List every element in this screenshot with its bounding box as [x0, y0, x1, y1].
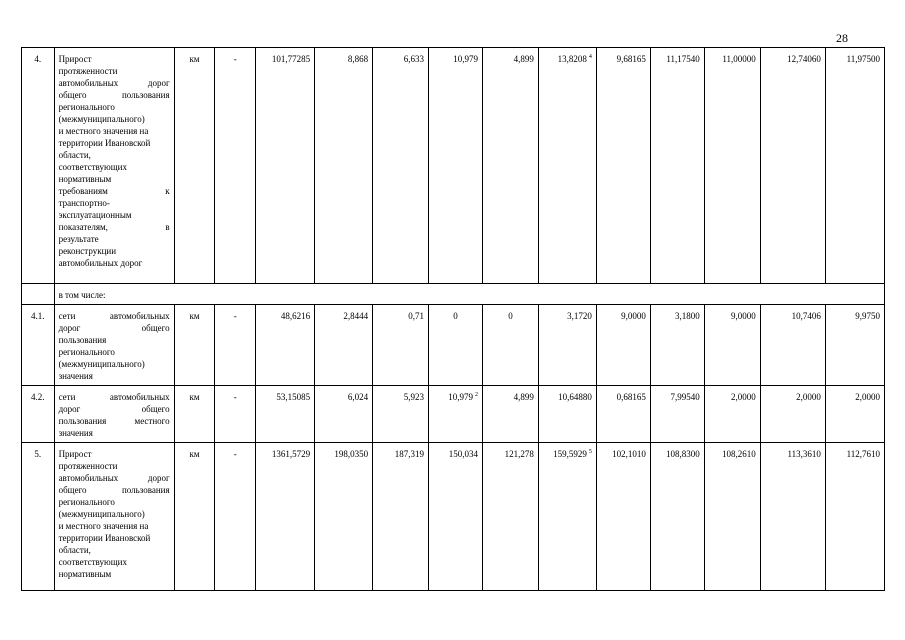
value-text: 101,77285: [271, 54, 311, 64]
value-text: 102,1010: [612, 449, 646, 459]
value-text: 8,868: [347, 54, 369, 64]
indicator-name-line: области,: [58, 545, 91, 555]
value-text: 3,1720: [567, 311, 592, 321]
indicator-name-line: [59, 89, 170, 101]
row-number-cell: 5.: [22, 443, 55, 591]
indicator-name-word: в: [165, 222, 170, 232]
value-text: 11,17540: [666, 54, 700, 64]
value-cell: [760, 48, 825, 284]
indicator-name-line: значения: [58, 428, 93, 438]
value-cell: [596, 305, 650, 386]
value-cell: [373, 305, 429, 386]
indicator-name-line: протяженности: [58, 66, 118, 76]
value-text: 121,278: [504, 449, 534, 459]
value-text: 10,979: [453, 54, 478, 64]
indicator-name-line: территории Ивановской: [58, 138, 151, 148]
value-cell: [538, 386, 596, 443]
indicator-name-cell: [54, 443, 174, 591]
indicator-name-line: [59, 484, 170, 496]
indicator-name-line: [59, 322, 170, 334]
value-text: 10,7406: [791, 311, 821, 321]
table-row: [22, 305, 885, 386]
indicator-name-line: [59, 403, 170, 415]
indicator-name-line: Прирост: [58, 54, 92, 64]
value-text: 11,00000: [722, 54, 756, 64]
value-cell: [704, 305, 760, 386]
indicator-name-cell: [54, 305, 174, 386]
value-text: 108,2610: [721, 449, 756, 459]
indicator-name-word: автомобильных: [58, 473, 119, 483]
value-text: 0: [508, 311, 513, 321]
indicator-name-line: реконструкции: [58, 246, 117, 256]
value-cell: [650, 386, 704, 443]
value-text: 48,6216: [280, 311, 311, 321]
value-text: 0: [453, 311, 458, 321]
value-cell: [315, 305, 373, 386]
indicator-name-line: регионального: [58, 347, 115, 357]
value-text: 1361,5729: [271, 449, 311, 459]
value-text: 6,633: [403, 54, 425, 64]
value-cell: [825, 305, 884, 386]
row-number-cell: 4.: [22, 48, 55, 284]
value-cell: [760, 305, 825, 386]
indicator-name-word: общего: [141, 404, 170, 414]
indicator-name-word: показателям,: [58, 222, 108, 232]
value-text: 0,68165: [616, 392, 646, 402]
value-text: 53,15085: [276, 392, 311, 402]
value-cell: [315, 443, 373, 591]
value-cell: [704, 386, 760, 443]
value-cell: [482, 48, 538, 284]
indicator-name-line: [59, 77, 170, 89]
indicator-name-word: пользования: [121, 485, 170, 495]
value-cell: [315, 48, 373, 284]
table-row: [22, 48, 885, 284]
value-cell: [256, 48, 315, 284]
value-text: 198,0350: [334, 449, 369, 459]
value-text: 113,3610: [787, 449, 821, 459]
value-text: 5,923: [403, 392, 425, 402]
value-cell: [538, 305, 596, 386]
indicator-name-line: пользования: [58, 335, 107, 345]
value-text: 2,0000: [730, 392, 756, 402]
value-text: 187,319: [394, 449, 425, 459]
indicator-name-line: автомобильных дорог: [58, 258, 143, 268]
indicator-name-line: Прирост: [58, 449, 92, 459]
value-cell: [704, 443, 760, 591]
value-cell: [760, 443, 825, 591]
unit-cell: км: [174, 48, 215, 284]
value-cell: [596, 443, 650, 591]
value-cell: [650, 305, 704, 386]
base-value-cell: -: [215, 386, 256, 443]
indicator-name-word: дорог: [147, 473, 170, 483]
indicator-name-word: дорог: [147, 78, 170, 88]
value-cell: [429, 443, 483, 591]
value-cell: [429, 48, 483, 284]
value-text: 108,8300: [666, 449, 700, 459]
base-value-cell: -: [215, 443, 256, 591]
value-text: 12,74060: [787, 54, 821, 64]
value-text: 7,99540: [670, 392, 700, 402]
indicator-name-word: сети: [58, 392, 76, 402]
indicator-name-line: [59, 415, 170, 427]
footnote-marker: 2: [474, 392, 478, 398]
indicator-name-word: автомобильных: [109, 392, 170, 402]
subheading-cell: в том числе:: [54, 284, 884, 305]
indicator-name-line: (межмуниципального): [58, 359, 145, 369]
value-text: 3,1800: [675, 311, 700, 321]
value-cell: [704, 48, 760, 284]
value-text: 2,8444: [343, 311, 369, 321]
value-text: 150,034: [448, 449, 478, 459]
indicator-name-line: транспортно-: [58, 198, 110, 208]
indicator-name-word: пользования: [121, 90, 170, 100]
value-cell: [429, 305, 483, 386]
value-cell: [650, 443, 704, 591]
indicator-name-line: [59, 310, 170, 322]
value-text: 9,0000: [730, 311, 756, 321]
indicator-name-line: (межмуниципального): [58, 509, 145, 519]
indicator-name-line: нормативным: [58, 174, 112, 184]
value-cell: [482, 305, 538, 386]
indicator-name-cell: [54, 386, 174, 443]
indicator-name-word: общего: [141, 323, 170, 333]
value-cell: [373, 386, 429, 443]
indicator-name-word: общего: [58, 485, 87, 495]
value-cell: [429, 386, 483, 443]
indicator-name-line: (межмуниципального): [58, 114, 145, 124]
indicator-name-line: результате: [58, 234, 99, 244]
base-value-cell: -: [215, 305, 256, 386]
indicator-name-word: автомобильных: [58, 78, 119, 88]
indicator-name-word: дорог: [58, 404, 81, 414]
indicator-name-line: соответствующих: [58, 557, 127, 567]
value-cell: [650, 48, 704, 284]
value-cell: [256, 305, 315, 386]
indicators-table: [21, 47, 885, 591]
footnote-marker: 5: [588, 449, 592, 455]
value-cell: [482, 386, 538, 443]
indicator-name-line: области,: [58, 150, 91, 160]
value-cell: [596, 386, 650, 443]
indicator-name-word: требованиям: [58, 186, 108, 196]
value-cell: [760, 386, 825, 443]
indicator-name-cell: [54, 48, 174, 284]
indicator-name-word: общего: [58, 90, 87, 100]
value-text: 9,68165: [616, 54, 646, 64]
value-text: 112,7610: [846, 449, 880, 459]
indicator-name-line: [59, 391, 170, 403]
indicator-name-line: и местного значения на: [58, 521, 149, 531]
unit-cell: км: [174, 443, 215, 591]
indicator-name-line: регионального: [58, 497, 115, 507]
value-cell: [538, 48, 596, 284]
row-number-cell: 4.1.: [22, 305, 55, 386]
row-number-cell: [22, 284, 55, 305]
page-number: 28: [836, 31, 848, 45]
table-row: [22, 443, 885, 591]
indicator-name-line: [59, 221, 170, 233]
indicator-name-line: эксплуатационным: [58, 210, 132, 220]
indicator-name-line: и местного значения на: [58, 126, 149, 136]
unit-cell: км: [174, 305, 215, 386]
value-text: 11,97500: [846, 54, 880, 64]
value-text: 159,5929: [553, 449, 587, 459]
indicator-name-word: дорог: [58, 323, 81, 333]
value-text: 4,899: [513, 54, 534, 64]
row-number-cell: 4.2.: [22, 386, 55, 443]
indicator-name-line: [59, 185, 170, 197]
value-text: 9,0000: [621, 311, 646, 321]
value-text: 2,0000: [855, 392, 880, 402]
value-cell: [482, 443, 538, 591]
value-text: 4,899: [513, 392, 534, 402]
value-cell: [373, 48, 429, 284]
value-cell: [825, 48, 884, 284]
value-text: 6,024: [347, 392, 369, 402]
indicator-name-word: местного: [134, 416, 170, 426]
indicator-name-line: нормативным: [58, 569, 112, 579]
value-cell: [538, 443, 596, 591]
base-value-cell: -: [215, 48, 256, 284]
table-row: [22, 386, 885, 443]
value-text: 10,64880: [558, 392, 592, 402]
value-text: 10,979: [448, 392, 473, 402]
indicator-name-line: [59, 472, 170, 484]
value-cell: [596, 48, 650, 284]
value-text: 0,71: [408, 311, 425, 321]
indicator-name-line: значения: [58, 371, 93, 381]
indicator-name-line: территории Ивановской: [58, 533, 151, 543]
indicator-name-word: сети: [58, 311, 76, 321]
indicator-name-line: регионального: [58, 102, 115, 112]
value-text: 9,9750: [855, 311, 880, 321]
value-cell: [315, 386, 373, 443]
value-cell: [256, 386, 315, 443]
value-text: 2,0000: [796, 392, 821, 402]
value-cell: [825, 386, 884, 443]
unit-cell: км: [174, 386, 215, 443]
value-text: 13,8208: [557, 54, 587, 64]
indicator-name-word: автомобильных: [109, 311, 170, 321]
table-row: [22, 284, 885, 305]
value-cell: [825, 443, 884, 591]
footnote-marker: 4: [588, 54, 592, 60]
indicator-name-line: соответствующих: [58, 162, 127, 172]
indicator-name-word: к: [165, 186, 170, 196]
value-cell: [256, 443, 315, 591]
indicator-name-word: пользования: [58, 416, 107, 426]
value-cell: [373, 443, 429, 591]
indicator-name-line: протяженности: [58, 461, 118, 471]
